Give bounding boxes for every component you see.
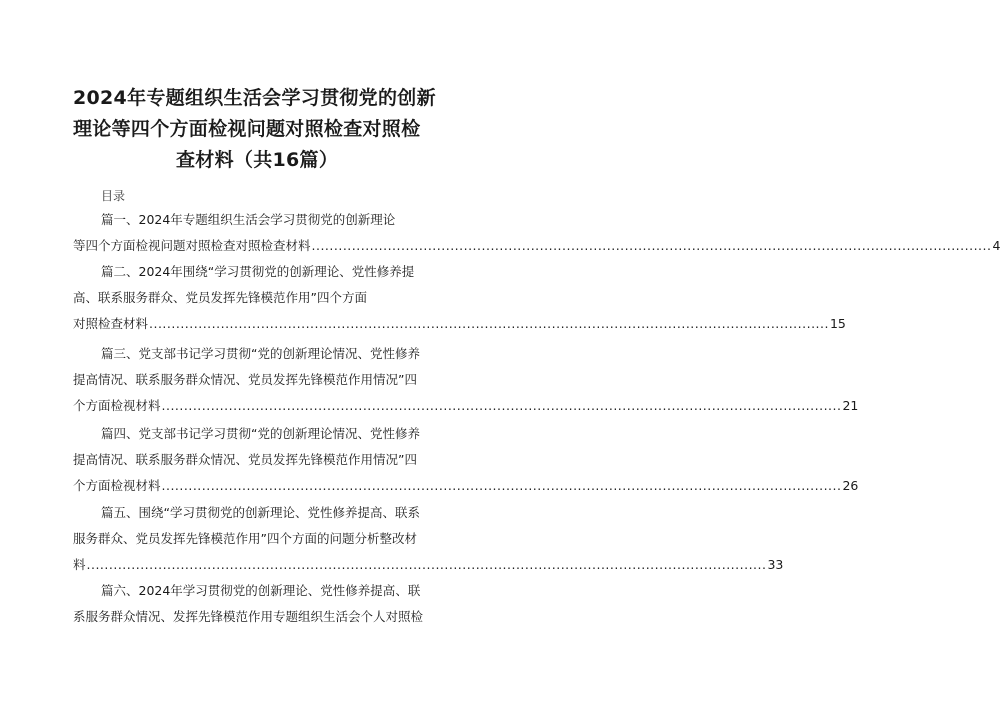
toc-entry-5-text: 料 (73, 557, 86, 572)
document-title-line-3: 查材料（共16篇） (176, 149, 339, 171)
toc-entry-2-page-number: 15 (829, 316, 846, 331)
toc-leader-dots: ........................................................................................................................................................ (311, 238, 992, 253)
toc-entry-5-last-line[interactable] (73, 557, 784, 573)
toc-entry-3-line-2[interactable]: 提高情况、联系服务群众情况、党员发挥先锋模范作用情况”四 (73, 372, 417, 387)
toc-heading: 目录 (101, 189, 126, 203)
toc-leader-dots: ........................................................................................................................................................ (161, 478, 842, 493)
toc-entry-2-last-line[interactable] (73, 316, 846, 332)
toc-entry-3-text: 个方面检视材料 (73, 398, 161, 413)
toc-entry-3-page-number: 21 (842, 398, 859, 413)
document-title-line-2: 理论等四个方面检视问题对照检查对照检 (73, 118, 421, 140)
toc-entry-4-line-1[interactable]: 篇四、党支部书记学习贯彻“党的创新理论情况、党性修养 (101, 426, 420, 441)
toc-entry-3-line-1[interactable]: 篇三、党支部书记学习贯彻“党的创新理论情况、党性修养 (101, 346, 420, 361)
toc-entry-6-line-2[interactable]: 系服务群众情况、发挥先锋模范作用专题组织生活会个人对照检 (73, 609, 424, 624)
toc-entry-2-line-2[interactable]: 高、联系服务群众、党员发挥先锋模范作用”四个方面 (73, 290, 367, 305)
toc-entry-3-last-line[interactable] (73, 398, 859, 414)
toc-leader-dots: ........................................................................................................................................................ (86, 557, 767, 572)
toc-entry-5-line-2[interactable]: 服务群众、党员发挥先锋模范作用”四个方面的问题分析整改材 (73, 531, 417, 546)
toc-leader-dots: ........................................................................................................................................................ (149, 316, 829, 331)
toc-entry-1-last-line[interactable] (73, 238, 1000, 254)
toc-entry-2-line-1[interactable]: 篇二、2024年围绕“学习贯彻党的创新理论、党性修养提 (101, 264, 415, 279)
toc-entry-6-line-1[interactable]: 篇六、2024年学习贯彻党的创新理论、党性修养提高、联 (101, 583, 421, 598)
toc-entry-4-text: 个方面检视材料 (73, 478, 161, 493)
toc-entry-1-page-number: 4 (992, 238, 1000, 253)
toc-entry-5-line-1[interactable]: 篇五、围绕“学习贯彻党的创新理论、党性修养提高、联系 (101, 505, 420, 520)
toc-entry-4-last-line[interactable] (73, 478, 859, 494)
toc-entry-2-text: 对照检查材料 (73, 316, 149, 331)
toc-entry-5-page-number: 33 (767, 557, 784, 572)
document-title-line-1: 2024年专题组织生活会学习贯彻党的创新 (73, 87, 436, 109)
toc-leader-dots: ........................................................................................................................................................ (161, 398, 842, 413)
toc-entry-1-text: 等四个方面检视问题对照检查对照检查材料 (73, 238, 311, 253)
toc-entry-4-line-2[interactable]: 提高情况、联系服务群众情况、党员发挥先锋模范作用情况”四 (73, 452, 417, 467)
toc-entry-1-line-1[interactable]: 篇一、2024年专题组织生活会学习贯彻党的创新理论 (101, 212, 396, 227)
toc-entry-4-page-number: 26 (842, 478, 859, 493)
